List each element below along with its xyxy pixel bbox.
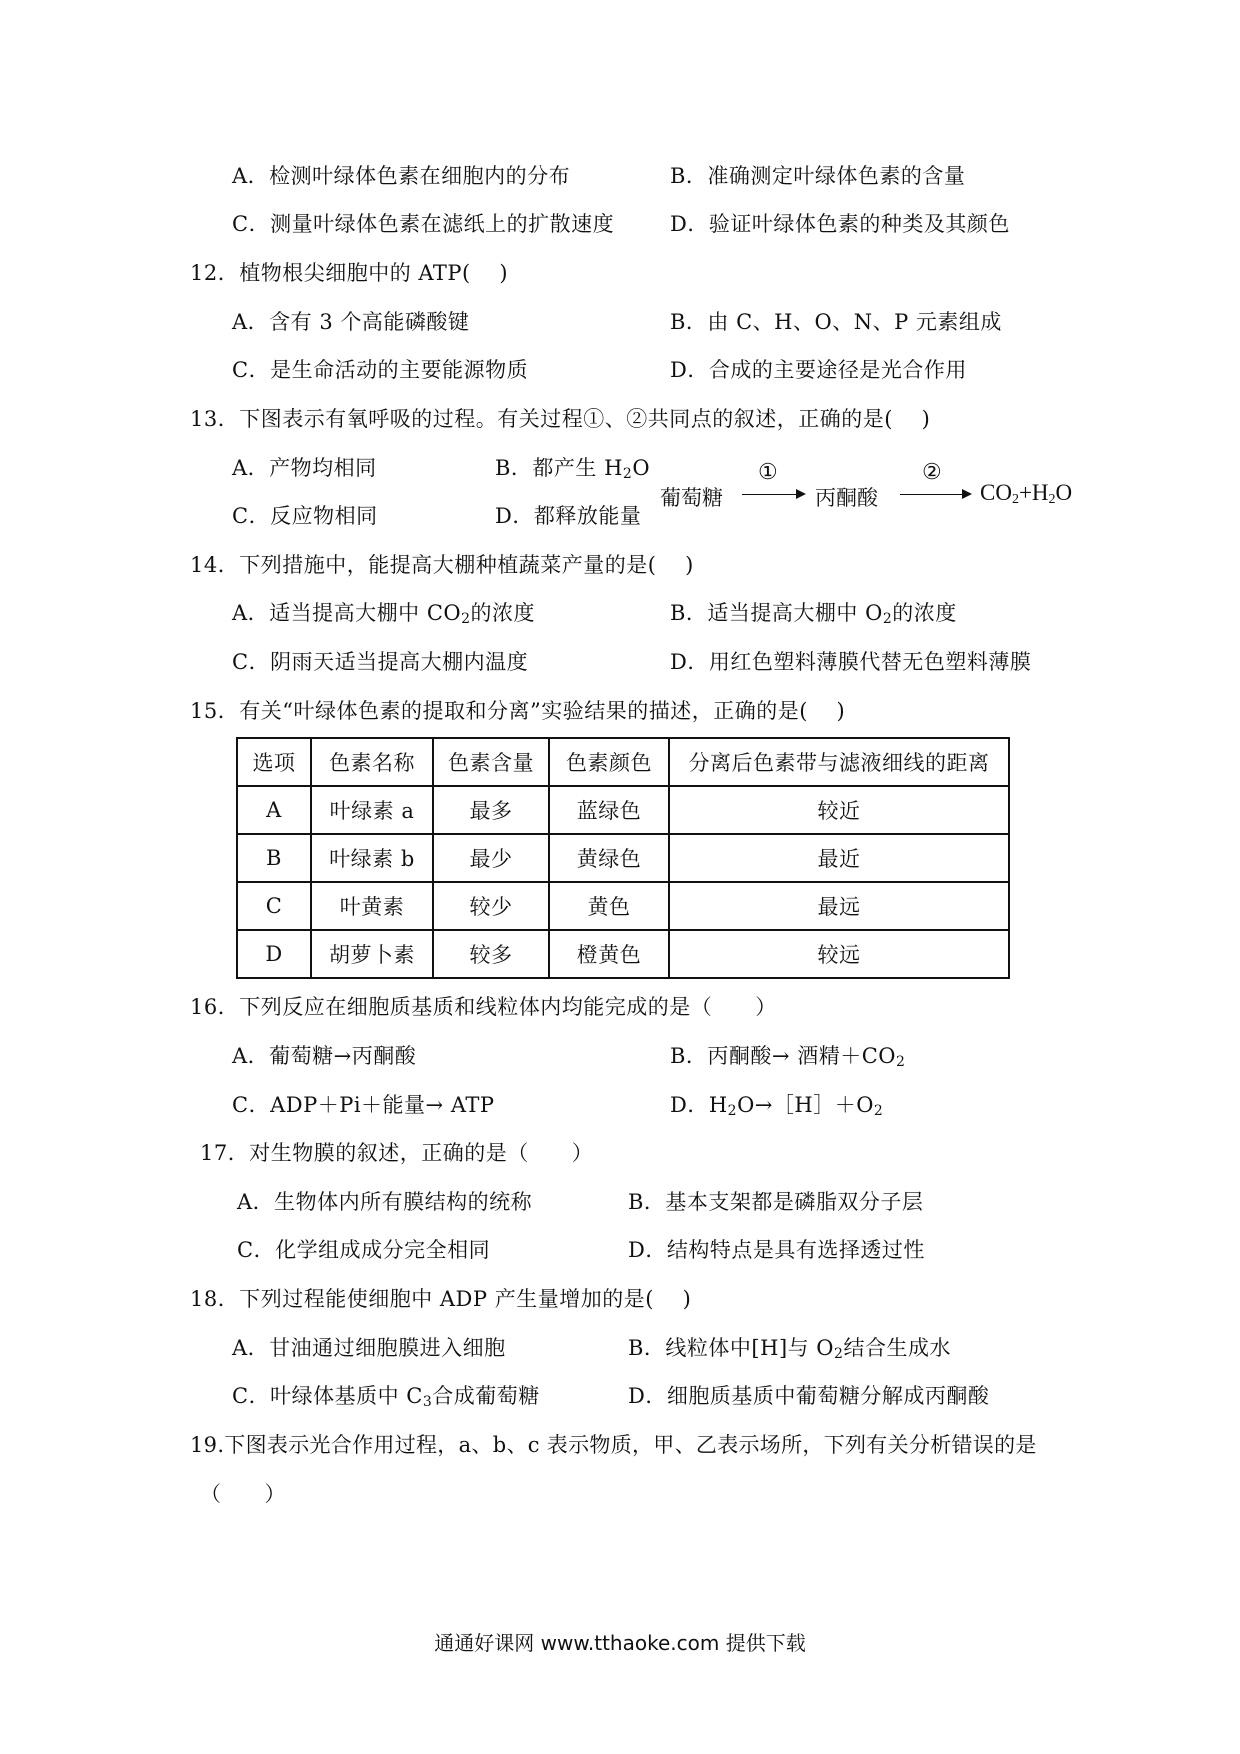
q12-option-c: C．是生命活动的主要能源物质 <box>232 358 529 382</box>
page-footer: 通通好课网 www.tthaoke.com 提供下载 <box>434 1631 806 1655</box>
q19-answer-paren: （ ） <box>200 1482 286 1506</box>
table-row <box>237 882 1009 930</box>
q14-option-d: D．用红色塑料薄膜代替无色塑料薄膜 <box>670 650 1032 674</box>
table-cell: 最少 <box>433 834 549 882</box>
q13-option-b: B．都产生 $H_2O$ <box>495 456 651 482</box>
q19-stem: 19.下图表示光合作用过程，a、b、c 表示物质，甲、乙表示场所，下列有关分析错误的是 <box>190 1433 1037 1457</box>
header-pigment-name: 色素名称 <box>311 738 433 786</box>
q16-stem: 16．下列反应在细胞质基质和线粒体内均能完成的是（ ） <box>190 995 777 1019</box>
q11-option-d: D．验证叶绿体色素的种类及其颜色 <box>670 212 1010 236</box>
products-label: $CO_2+H_2O$ <box>980 480 1073 507</box>
q12-option-b: B．由 C、H、O、N、P 元素组成 <box>670 310 1002 334</box>
q12-stem: 12．植物根尖细胞中的 ATP( ) <box>190 261 509 285</box>
pyruvate-label: 丙酮酸 <box>815 486 878 510</box>
table-cell: 较近 <box>669 786 1009 834</box>
table-cell: B <box>237 834 311 882</box>
q13-option-a: A．产物均相同 <box>232 456 377 480</box>
arrow-2 <box>900 494 970 495</box>
table-cell: 胡萝卜素 <box>311 930 433 978</box>
table-cell: 黄绿色 <box>549 834 669 882</box>
q18-stem: 18．下列过程能使细胞中 ADP 产生量增加的是( ) <box>190 1287 692 1311</box>
q18-option-d: D．细胞质基质中葡萄糖分解成丙酮酸 <box>628 1384 990 1408</box>
table-row <box>237 834 1009 882</box>
table-row <box>237 930 1009 978</box>
step-1-label: ① <box>758 460 778 485</box>
arrow-1 <box>742 494 804 495</box>
q18-option-c: C．叶绿体基质中 $C_3$合成葡萄糖 <box>232 1384 540 1410</box>
q17-option-d: D．结构特点是具有选择透过性 <box>628 1238 925 1262</box>
q17-stem: 17．对生物膜的叙述，正确的是（ ） <box>200 1141 594 1165</box>
glucose-label: 葡萄糖 <box>660 486 723 510</box>
q17-option-c: C．化学组成成分完全相同 <box>237 1238 491 1262</box>
q16-option-c: C．ADP＋Pi＋能量→ ATP <box>232 1093 495 1117</box>
header-option: 选项 <box>237 738 311 786</box>
q12-option-a: A．含有 3 个高能磷酸键 <box>232 310 470 334</box>
table-cell: 最多 <box>433 786 549 834</box>
table-row <box>237 786 1009 834</box>
table-cell: C <box>237 882 311 930</box>
table-cell: 叶黄素 <box>311 882 433 930</box>
q18-option-a: A．甘油通过细胞膜进入细胞 <box>232 1336 506 1360</box>
q13-stem: 13．下图表示有氧呼吸的过程。有关过程①、②共同点的叙述，正确的是( ) <box>190 407 931 431</box>
q14-option-a: A．适当提高大棚中 $CO_2$的浓度 <box>232 601 536 627</box>
table-cell: 较少 <box>433 882 549 930</box>
header-pigment-color: 色素颜色 <box>549 738 669 786</box>
q11-option-b: B．准确测定叶绿体色素的含量 <box>670 164 966 188</box>
q14-option-b: B．适当提高大棚中 $O_2$的浓度 <box>670 601 957 627</box>
q14-option-c: C．阴雨天适当提高大棚内温度 <box>232 650 529 674</box>
q11-option-c: C．测量叶绿体色素在滤纸上的扩散速度 <box>232 212 615 236</box>
step-2-label: ② <box>922 460 942 485</box>
q16-option-d: D．$H_2O\to[H]+O_2$ <box>670 1093 884 1119</box>
table-cell: 最近 <box>669 834 1009 882</box>
table-cell: A <box>237 786 311 834</box>
q17-option-a: A．生物体内所有膜结构的统称 <box>237 1190 533 1214</box>
table-cell: 较多 <box>433 930 549 978</box>
q16-option-b: B．丙酮酸→ 酒精$+CO_2$ <box>670 1044 906 1070</box>
q12-option-d: D．合成的主要途径是光合作用 <box>670 358 967 382</box>
q18-option-b: B．线粒体中[H]与 $O_2$结合生成水 <box>628 1336 951 1362</box>
q11-option-a: A．检测叶绿体色素在细胞内的分布 <box>232 164 571 188</box>
table-header-row <box>237 738 1009 786</box>
table-cell: 最远 <box>669 882 1009 930</box>
pigment-table <box>236 737 1010 979</box>
table-cell: 橙黄色 <box>549 930 669 978</box>
header-distance: 分离后色素带与滤液细线的距离 <box>669 738 1009 786</box>
respiration-diagram <box>660 460 1073 512</box>
table-cell: 较远 <box>669 930 1009 978</box>
q13-option-c: C．反应物相同 <box>232 504 378 528</box>
q17-option-b: B．基本支架都是磷脂双分子层 <box>628 1190 924 1214</box>
header-pigment-content: 色素含量 <box>433 738 549 786</box>
q14-stem: 14．下列措施中，能提高大棚种植蔬菜产量的是( ) <box>190 553 694 577</box>
table-cell: D <box>237 930 311 978</box>
table-cell: 黄色 <box>549 882 669 930</box>
table-cell: 叶绿素 b <box>311 834 433 882</box>
q15-stem: 15．有关“叶绿体色素的提取和分离”实验结果的描述，正确的是( ) <box>190 699 846 723</box>
table-cell: 叶绿素 a <box>311 786 433 834</box>
table-cell: 蓝绿色 <box>549 786 669 834</box>
q13-option-d: D．都释放能量 <box>495 504 642 528</box>
q16-option-a: A．葡萄糖→丙酮酸 <box>232 1044 417 1068</box>
